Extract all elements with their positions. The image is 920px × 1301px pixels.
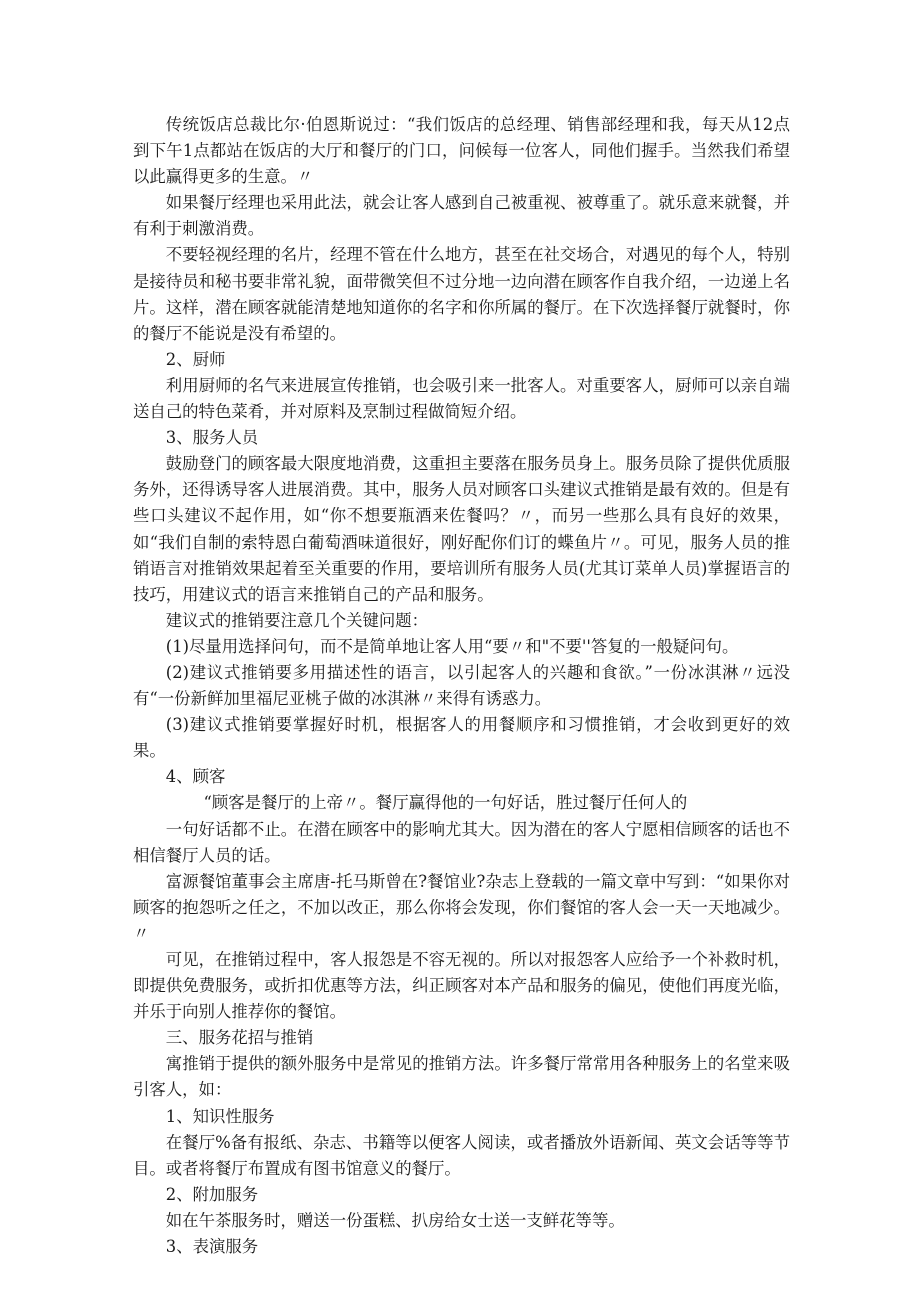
section-heading-staff: 3、服务人员 bbox=[165, 428, 259, 448]
paragraph-key-issues: 建议式的推销要注意几个关键问题： bbox=[165, 610, 429, 630]
section-heading-customer: 4、顾客 bbox=[165, 767, 226, 787]
paragraph-complaints: 可见，在推销过程中，客人报怨是不容无视的。所以对报怨客人应给予一个补救时机，即提供免费服务，或折扣优惠等方法，纠正顾客对本产品和服务的偏见，使他们再度光临，并乐于向别人推荐你的餐馆。 bbox=[133, 950, 790, 1022]
paragraph-chef: 利用厨师的名气来进展宣传推销，也会吸引来一批客人。对重要客人，厨师可以亲自端送自己的特色菜肴，并对原料及烹制过程做简短介绍。 bbox=[133, 375, 790, 422]
subheading-additional-service: 2、附加服务 bbox=[165, 1184, 259, 1204]
paragraph-manager-method: 如果餐厅经理也采用此法，就会让客人感到自己被重视、被尊重了。就乐意来就餐，并有利于刺激消费。 bbox=[133, 193, 790, 239]
list-item-2: (2)建议式推销要多用描述性的语言，以引起客人的兴趣和食欲。”一份冰淇淋〃远没有“一份新鲜加里福尼亚桃子做的冰淇淋〃来得有诱惑力。 bbox=[133, 662, 790, 709]
paragraph-bill-burns-quote: 传统饭店总裁比尔·伯恩斯说过：“我们饭店的总经理、销售部经理和我，每天从12点到下午1点都站在饭店的大厅和餐厅的门口，问候每一位客人，同他们握手。当然我们希望以此赢得更多的生意。〃 bbox=[133, 115, 790, 187]
subheading-knowledge-service: 1、知识性服务 bbox=[165, 1106, 275, 1126]
list-item-3: (3)建议式推销要掌握好时机，根据客人的用餐顺序和习惯推销，才会收到更好的效果。 bbox=[133, 715, 790, 761]
paragraph-knowledge-service: 在餐厅%备有报纸、杂志、书籍等以便客人阅读，或者播放外语新闻、英文会话等等节目。或者将餐厅布置成有图书馆意义的餐厅。 bbox=[133, 1132, 790, 1178]
list-item-1: (1)尽量用选择问句，而不是简单地让客人用“要〃和"不要''答复的一般疑问句。 bbox=[165, 636, 739, 656]
paragraph-customer-influence: 一句好话都不止。在潜在顾客中的影响尤其大。因为潜在的客人宁愿相信顾客的话也不相信餐厅人员的话。 bbox=[133, 819, 790, 865]
paragraph-additional-service: 如在午茶服务时，赠送一份蛋糕、扒房给女士送一支鲜花等等。 bbox=[165, 1210, 625, 1230]
paragraph-business-card: 不要轻视经理的名片，经理不管在什么地方，甚至在社交场合，对遇见的每个人，特别是接待员和秘书要非常礼貌，面带微笑但不过分地一边向潜在顾客作自我介绍，一边递上名片。这样，潜在顾客就能清楚地知道你的名字和你所属的餐厅。在下次选择餐厅就餐时，你的餐厅不能说是没有希望的。 bbox=[133, 245, 790, 343]
paragraph-thomas-quote: 富源餐馆董事会主席唐-托马斯曾在?餐馆业?杂志上登载的一篇文章中写到：“如果你对顾客的抱怨听之任之，不加以改正，那么你将会发现，你们餐馆的客人会一天一天地减少。〃 bbox=[133, 871, 790, 943]
paragraph-extra-service: 寓推销于提供的额外服务中是常见的推销方法。许多餐厅常常用各种服务上的名堂来吸引客人，如： bbox=[133, 1054, 790, 1100]
section-heading-chef: 2、厨师 bbox=[165, 349, 226, 369]
paragraph-customer-god: “顾客是餐厅的上帝〃。餐厅赢得他的一句好话，胜过餐厅任何人的 bbox=[203, 793, 688, 813]
paragraph-staff: 鼓励登门的顾客最大限度地消费，这重担主要落在服务员身上。服务员除了提供优质服务外，还得诱导客人进展消费。其中，服务人员对顾客口头建议式推销是最有效的。但是有些口头建议不起作用，如“你不想要瓶酒来佐餐吗？〃，而另一些那么具有良好的效果，如“我们自制的索特恩白葡萄酒味道很好，刚好配你们订的蝶鱼片〃。可见，服务人员的推销语言对推销效果起着至关重要的作用，要培训所有服务人员(尤其订菜单人员)掌握语言的技巧，用建议式的语言来推销自己的产品和服务。 bbox=[133, 454, 790, 604]
subheading-performance-service: 3、表演服务 bbox=[165, 1237, 259, 1257]
section-heading-service-tricks: 三、服务花招与推销 bbox=[165, 1028, 314, 1048]
